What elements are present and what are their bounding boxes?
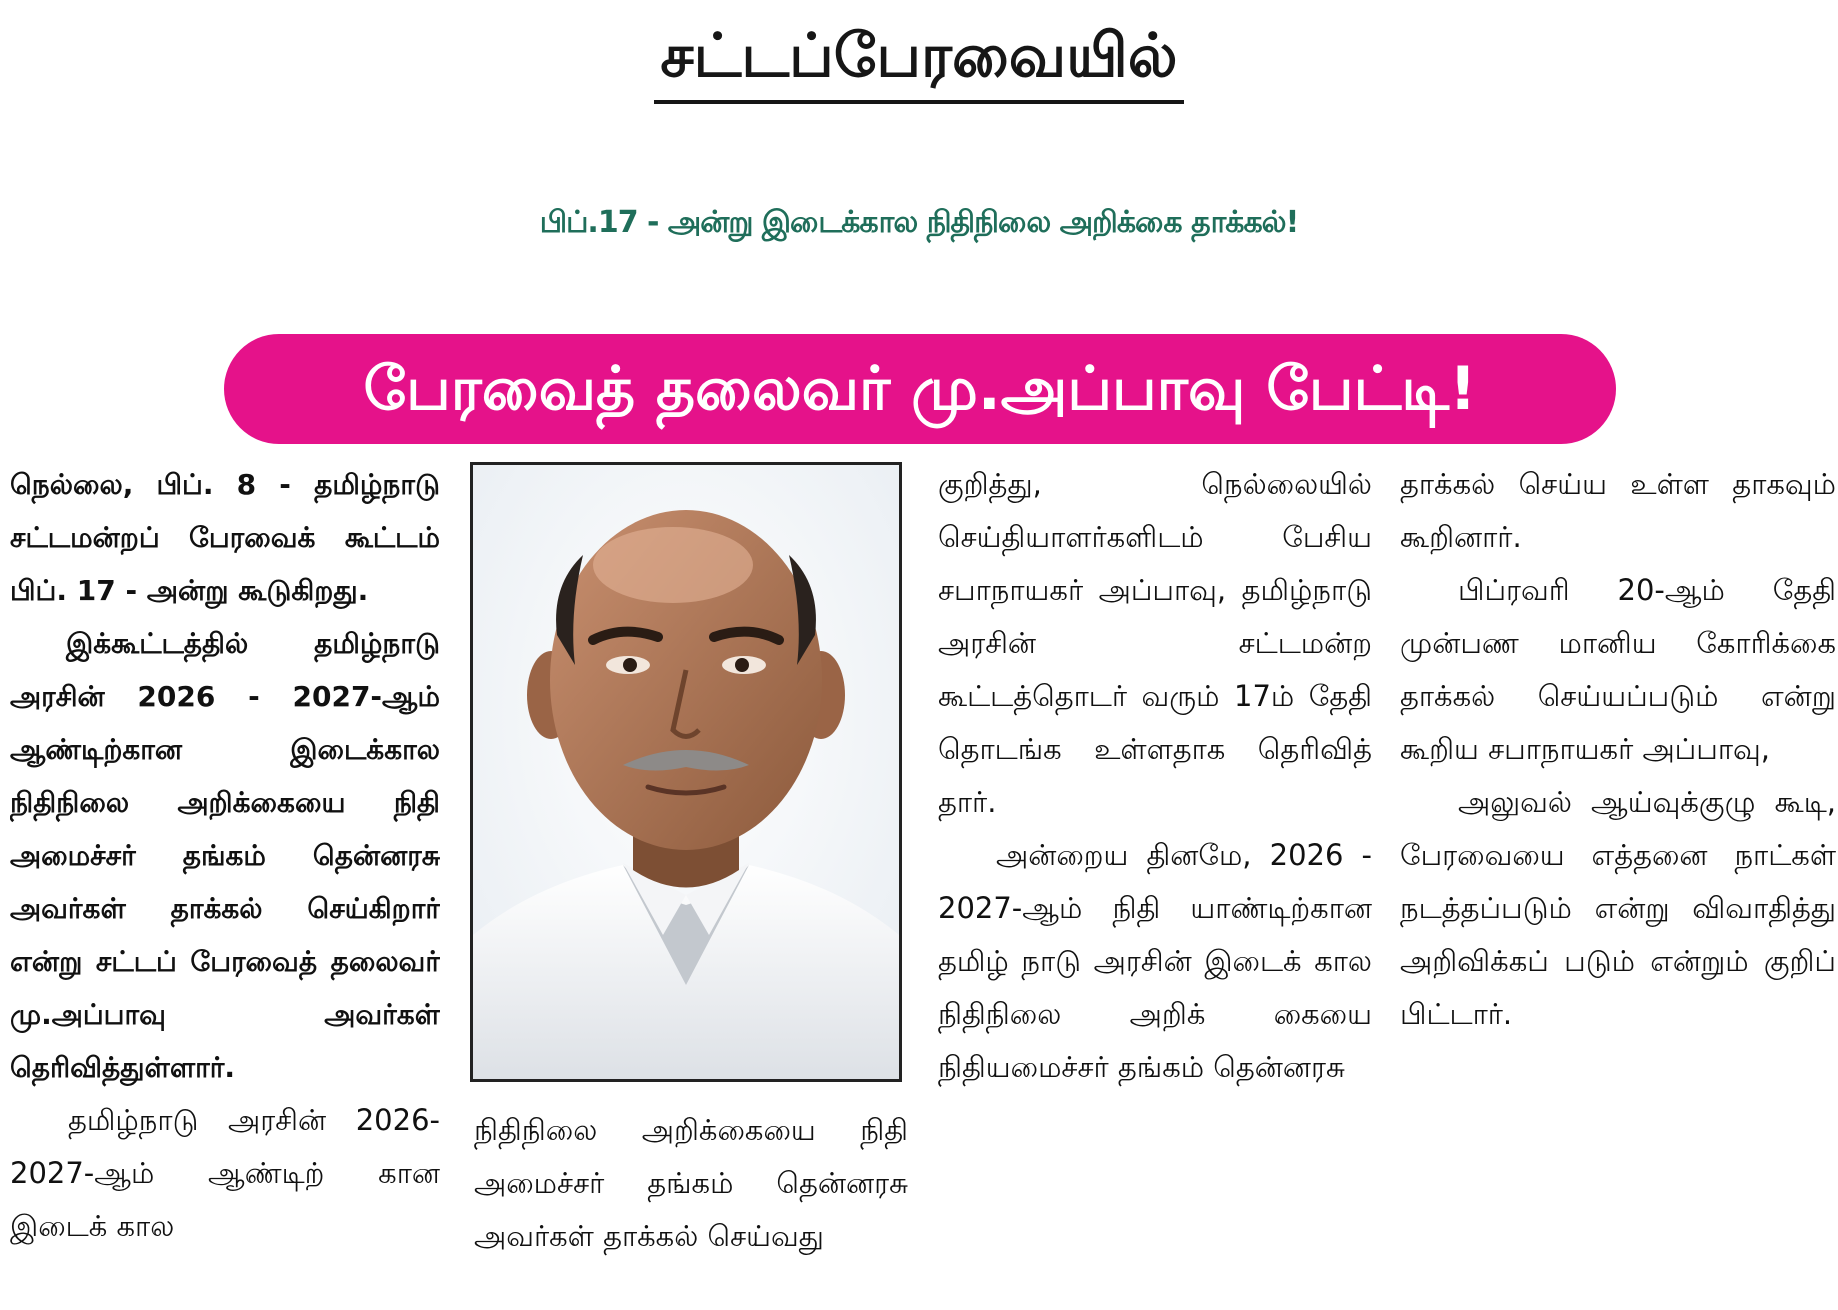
article-paragraph: இக்கூட்டத்தில் தமிழ்நாடு அரசின் 2026 - 2027-ஆம் ஆண்டிற்கான இடைக்கால நிதிநிலை அறிக்கையை நிதி அமைச்சர் தங்கம் தென்னரசு அவர்கள் தாக்கல் செய்கிறார் என்று சட்டப் பேரவைத் தலைவர் மு.அப்பாவு அவர்கள் தெரிவித்துள்ளார். xyxy=(10,627,440,1084)
main-headline: பிப்.17 - அன்று இடைக்கால நிதிநிலை அறிக்கை தாக்கல்! xyxy=(539,205,1299,240)
article-paragraph: நிதிநிலை அறிக்கையை நிதி அமைச்சர் தங்கம் தென்னரசு அவர்கள் தாக்கல் செய்வது xyxy=(474,1113,908,1253)
article-paragraph: நெல்லை, பிப். 8 - தமிழ்நாடு சட்டமன்றப் பேரவைக் கூட்டம் பிப். 17 - அன்று கூடுகிறது. xyxy=(10,468,440,607)
kicker-heading xyxy=(0,14,1838,104)
article-paragraph: தமிழ்நாடு அரசின் 2026-2027-ஆம் ஆண்டிற் கான இடைக் கால xyxy=(10,1103,440,1243)
kicker-text: சட்டப்பேரவையில் xyxy=(654,14,1183,104)
article-paragraph: குறித்து, நெல்லையில் செய்தியாளர்களிடம் பேசிய சபாநாயகர் அப்பாவு, தமிழ்நாடு அரசின் சட்டமன்ற கூட்டத்தொடர் வரும் 17ம் தேதி தொடங்க உள்ளதாக தெரிவித் தார். xyxy=(938,467,1372,819)
subhead-text: பேரவைத் தலைவர் மு.அப்பாவு பேட்டி! xyxy=(363,354,1477,424)
article-column-3 xyxy=(938,458,1372,1310)
article-paragraph: பிப்ரவரி 20-ஆம் தேதி முன்பண மானிய கோரிக்கை தாக்கல் செய்யப்படும் என்று கூறிய சபாநாயகர் அப்பாவு, xyxy=(1400,573,1836,766)
article-column-1 xyxy=(10,458,440,1310)
subhead-banner xyxy=(224,334,1616,444)
article-column-2 xyxy=(474,1104,908,1310)
speaker-portrait xyxy=(470,462,902,1082)
article-paragraph: தாக்கல் செய்ய உள்ள தாகவும் கூறினார். xyxy=(1400,467,1836,554)
article-paragraph: அன்றைய தினமே, 2026 - 2027-ஆம் நிதி யாண்டிற்கான தமிழ் நாடு அரசின் இடைக் கால நிதிநிலை அறிக் கையை நிதியமைச்சர் தங்கம் தென்னரசு xyxy=(938,838,1372,1084)
article-column-4 xyxy=(1400,458,1836,1310)
article-paragraph: அலுவல் ஆய்வுக்குழு கூடி, பேரவையை எத்தனை நாட்கள் நடத்தப்படும் என்று விவாதித்து அறிவிக்கப் படும் என்றும் குறிப் பிட்டார். xyxy=(1400,785,1836,1031)
portrait-image xyxy=(473,465,899,1079)
